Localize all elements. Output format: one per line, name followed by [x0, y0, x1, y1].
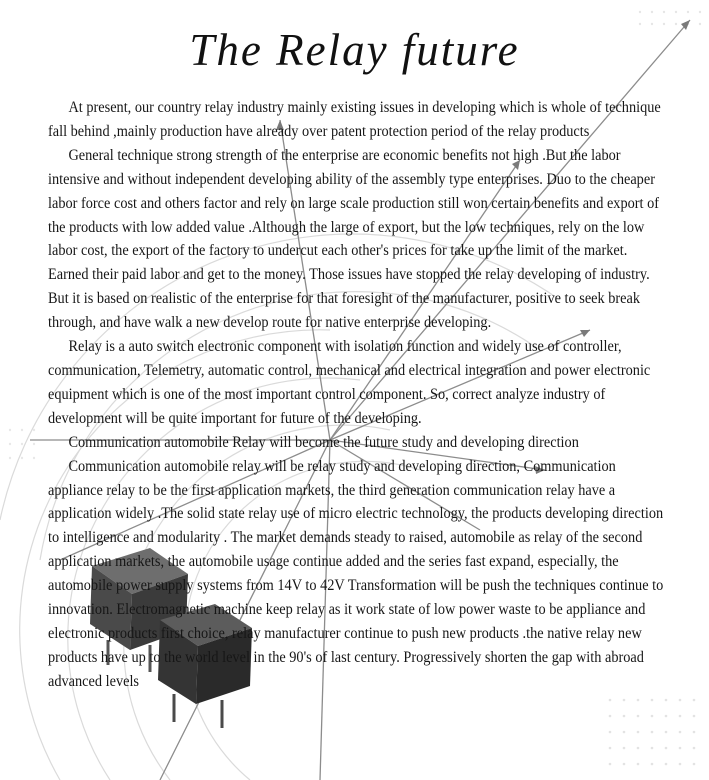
paragraph-communication-automobile: Communication automobile relay will be relay study and developing direction, Communication appliance relay to be the first application markets, the third generation communication relay have a application widely .The solid state relay use of micro electric technology, the products developing direction to intelligence and modularity . The market demands steady to raised, automobile as relay of the second application markets, the automobile usage continue added and the series fast expand, especially, the automobile power supply systems from 14V to 42V Transformation will be push the techniques continue to innovation. Electromagnetic machine keep relay as it work state of low power waste to be appliance and electronic products first choice, relay manufacturer continue to push new products .the native relay new products have up to the world level in the 90's of last century. Progressively shorten the gap with abroad advanced levels: [48, 457, 664, 690]
page-title: The Relay future: [189, 25, 520, 75]
paragraph-technique: General technique strong strength of the enterprise are economic benefits not high .But the labor intensive and without independent developing ability of the assembly type enterprises. Duo to the cheaper labor force cost and others factor and rely on large scale production still won certain benefits and export of the products with low added value .Although the large of export, but the low techniques, rely on the low labor cost, the export of the factory to undercut each other's prices for take up the limit of the market. Earned their paid labor and get to the money. Those issues have stopped the relay developing of industry. But it is based on realistic of the enterprise for that foresight of the manufacturer, positive to seek break through, and have walk a new develop route for native enterprise developing.: [48, 146, 660, 332]
paragraph-relay-definition: Relay is a auto switch electronic component with isolation function and widely use of controller, communication, Telemetry, automatic control, mechanical and electrical integration and power electronic equipment which is one of the most important control component. So, correct analyze industry of development will be quite important for future of the developing.: [48, 338, 651, 427]
dot-grid-left: [9, 429, 35, 459]
paragraph-intro: At present, our country relay industry mainly existing issues in developing which is whole of technique fall behind ,mainly production have already over patent protection period of the relay products: [48, 99, 661, 140]
paragraph-subheading: Communication automobile Relay will become the future study and developing direction: [68, 433, 579, 451]
article-body: [48, 96, 666, 694]
dot-grid-bottom-right: [609, 699, 696, 766]
